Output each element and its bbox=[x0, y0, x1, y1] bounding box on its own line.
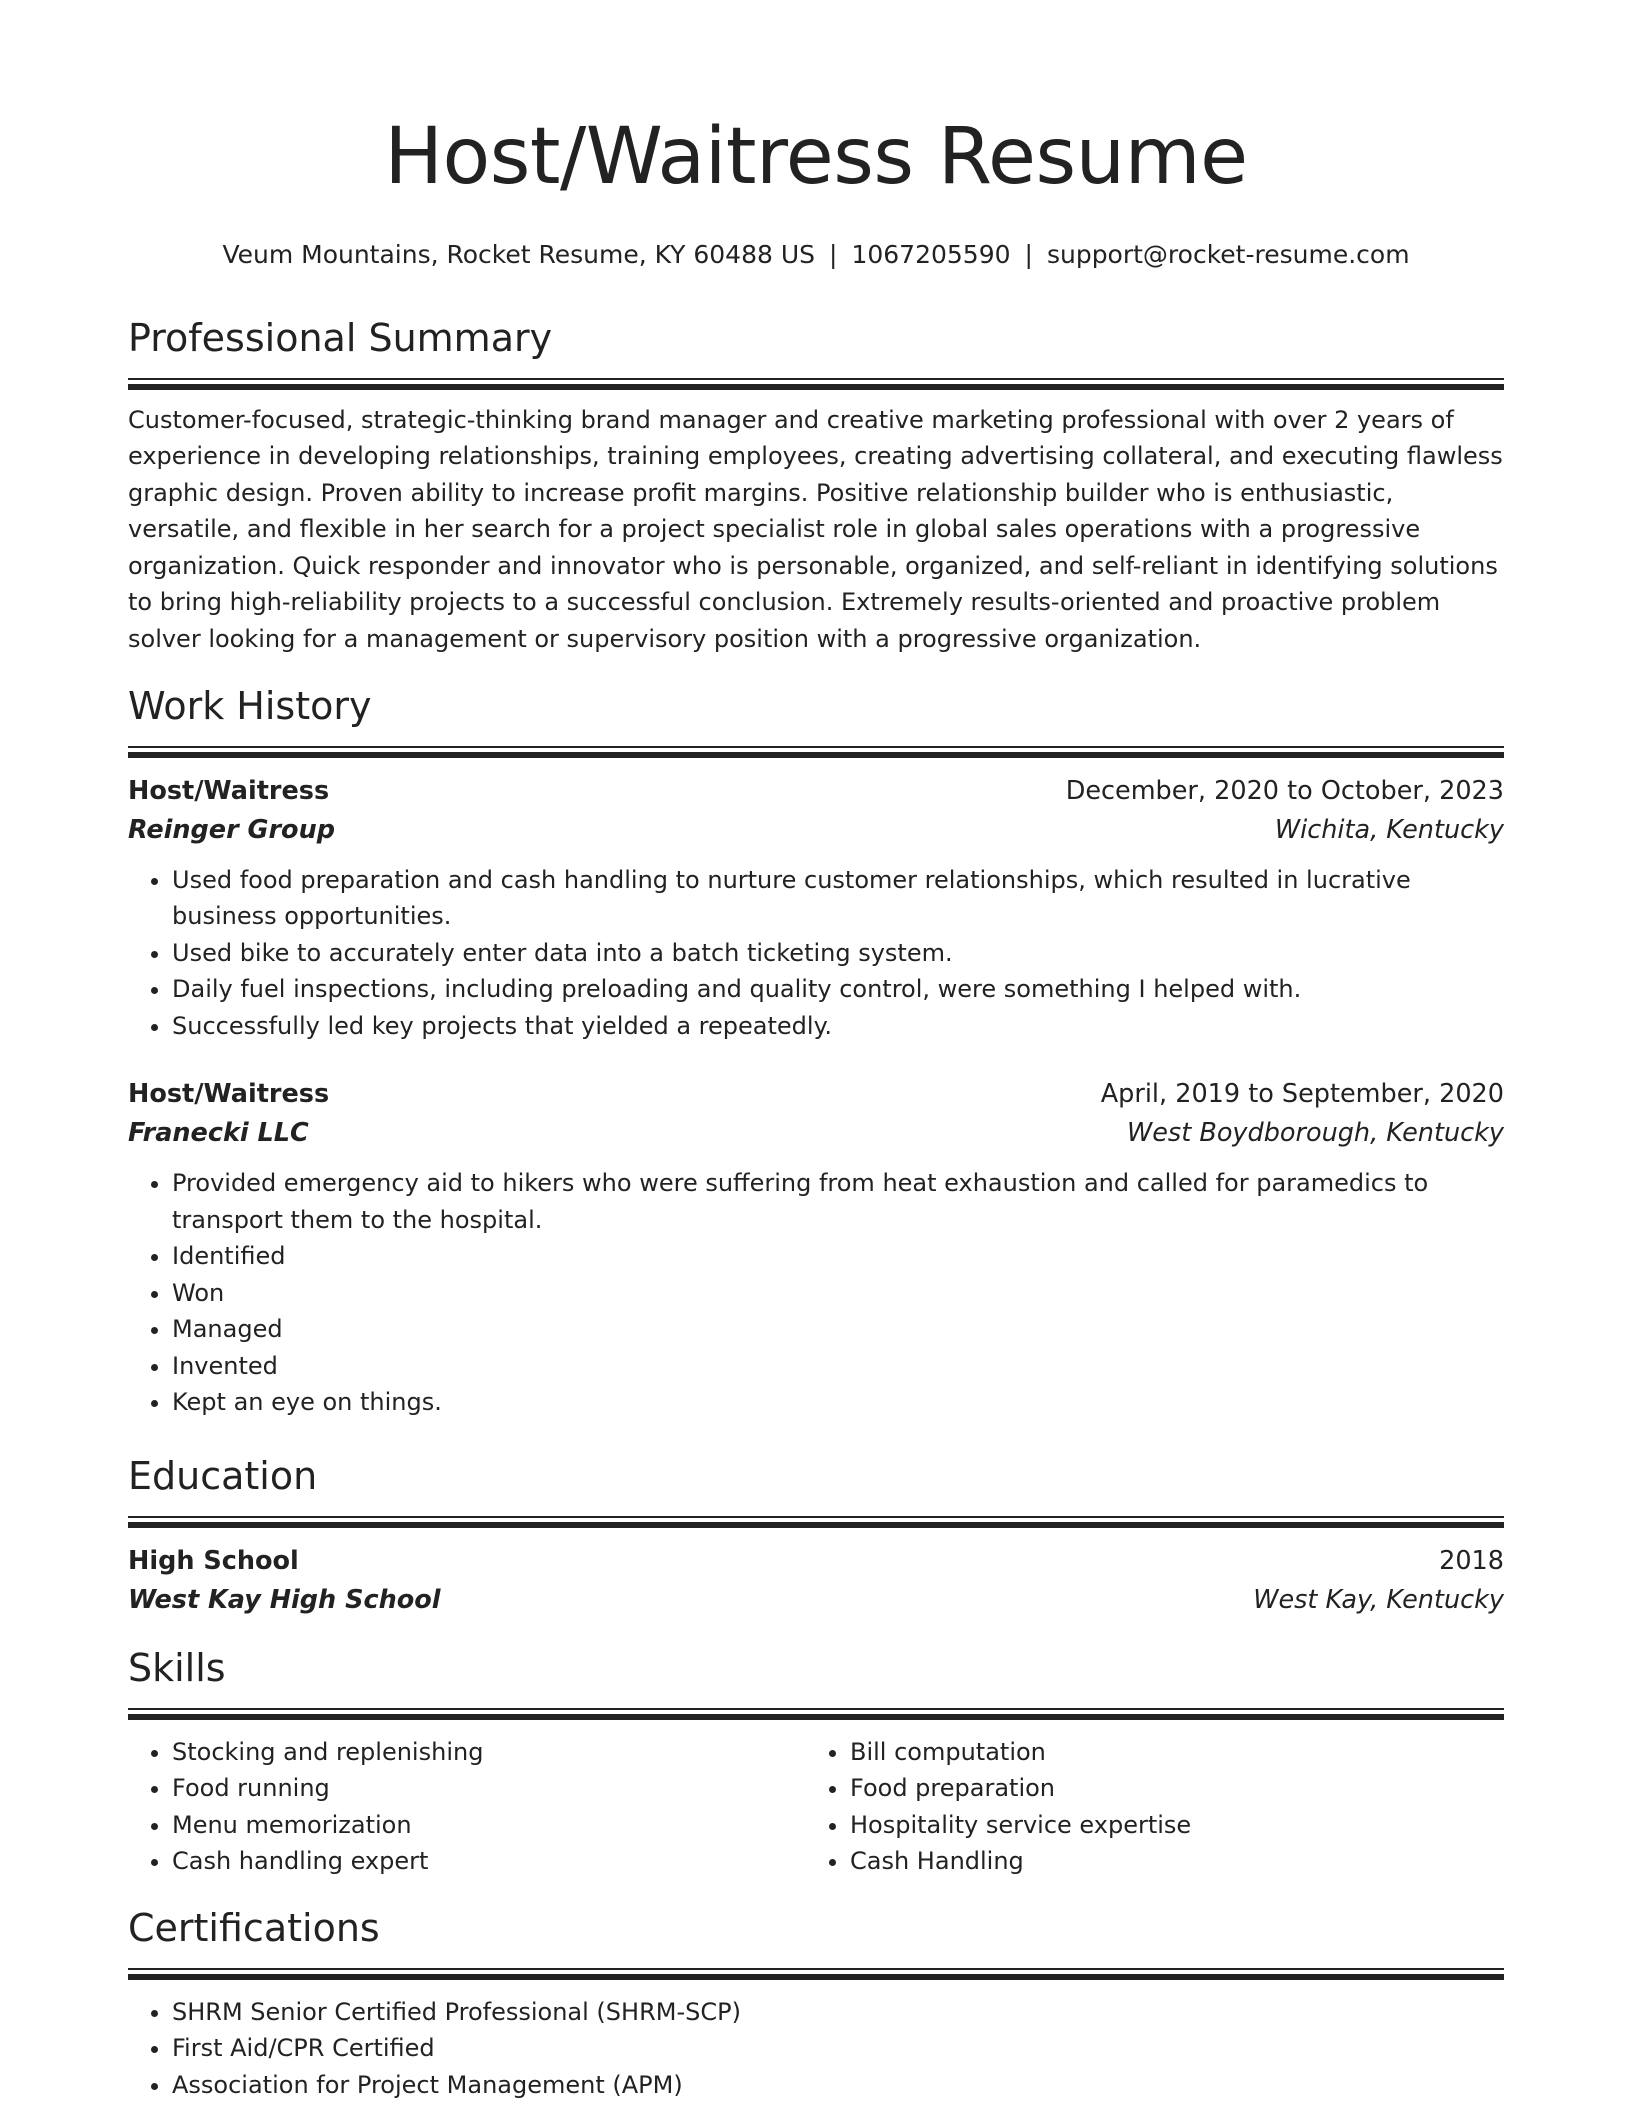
job-bullet: • Used bike to accurately enter data into a batch ticketing system. bbox=[172, 935, 1504, 972]
education-entry bbox=[128, 1542, 1504, 1620]
skill-item: • Cash handling expert bbox=[172, 1843, 806, 1880]
job-bullet: • Daily fuel inspections, including preloading and quality control, were something I helped with. bbox=[172, 971, 1504, 1008]
work-history-section bbox=[128, 686, 1504, 1044]
job-header-row bbox=[128, 772, 1504, 811]
certification-item: • Association for Project Management (APM) bbox=[172, 2067, 1504, 2104]
certifications-section bbox=[128, 1908, 1504, 2103]
skill-item: • Food running bbox=[172, 1770, 806, 1807]
contact-line bbox=[128, 240, 1504, 269]
section-heading-skills: Skills bbox=[128, 1646, 226, 1690]
education-school: West Kay High School bbox=[128, 1584, 441, 1615]
skill-item: • Stocking and replenishing bbox=[172, 1734, 806, 1771]
skill-item: • Bill computation bbox=[850, 1734, 1484, 1771]
job-company-row bbox=[128, 1114, 1504, 1153]
section-heading-certifications: Certifications bbox=[128, 1906, 380, 1950]
job-bullet: • Identified bbox=[172, 1238, 1504, 1275]
section-heading-summary: Professional Summary bbox=[128, 316, 553, 360]
job-bullet: • Managed bbox=[172, 1311, 1504, 1348]
job-location: West Boydborough, Kentucky bbox=[1127, 1118, 1504, 1148]
contact-phone: 1067205590 bbox=[851, 240, 1011, 269]
skills-section bbox=[128, 1648, 1504, 1880]
skills-column-right bbox=[806, 1734, 1484, 1880]
section-divider bbox=[128, 378, 1504, 390]
job-bullet: • Kept an eye on things. bbox=[172, 1384, 1504, 1421]
certification-item: • SHRM Senior Certified Professional (SHRM-SCP) bbox=[172, 1994, 1504, 2031]
job-bullets bbox=[128, 862, 1504, 1045]
section-divider bbox=[128, 1516, 1504, 1528]
section-heading-education: Education bbox=[128, 1454, 318, 1498]
job-bullet: • Successfully led key projects that yielded a repeatedly. bbox=[172, 1008, 1504, 1045]
section-divider bbox=[128, 1708, 1504, 1720]
job-bullets bbox=[128, 1165, 1504, 1421]
contact-email: support@rocket-resume.com bbox=[1046, 240, 1410, 269]
section-divider bbox=[128, 1968, 1504, 1980]
job-header-row bbox=[128, 1075, 1504, 1114]
education-degree: High School bbox=[128, 1545, 299, 1576]
summary-text: Customer-focused, strategic-thinking brand manager and creative marketing professional with over 2 years of experience in developing relationships, training employees, creating advertising collateral, and executing flawless graphic design. Proven ability to increase profit margins. Positive relationship builder who is enthusiastic, versatile, and flexible in her search for a project specialist role in global sales operations with a progressive organization. Quick responder and innovator who is personable, organized, and self-reliant in identifying solutions to bring high-reliability projects to a successful conclusion. Extremely results-oriented and proactive problem solver looking for a management or supervisory position with a progressive organization. bbox=[128, 405, 1503, 653]
education-school-row bbox=[128, 1581, 1504, 1620]
job-bullet: • Invented bbox=[172, 1348, 1504, 1385]
skills-grid bbox=[128, 1734, 1504, 1880]
education-location: West Kay, Kentucky bbox=[1253, 1584, 1504, 1615]
job-company: Reinger Group bbox=[128, 814, 335, 845]
job-bullet: • Provided emergency aid to hikers who were suffering from heat exhaustion and called for paramedics to transport them to the hospital. bbox=[172, 1165, 1504, 1238]
job-entry bbox=[128, 1075, 1504, 1421]
resume-title: Host/Waitress Resume bbox=[384, 112, 1248, 202]
job-bullet: • Won bbox=[172, 1275, 1504, 1312]
skill-item: • Menu memorization bbox=[172, 1807, 806, 1844]
certifications-list bbox=[128, 1994, 1504, 2104]
certification-item: • First Aid/CPR Certified bbox=[172, 2030, 1504, 2067]
job-dates: December, 2020 to October, 2023 bbox=[1065, 775, 1504, 806]
education-header-row bbox=[128, 1542, 1504, 1581]
contact-separator: | bbox=[1024, 240, 1033, 269]
skill-item: • Food preparation bbox=[850, 1770, 1484, 1807]
education-year: 2018 bbox=[1439, 1545, 1504, 1576]
job-dates: April, 2019 to September, 2020 bbox=[1100, 1079, 1504, 1109]
section-heading-work-history: Work History bbox=[128, 684, 372, 728]
summary-section bbox=[128, 318, 1504, 657]
skill-item: • Hospitality service expertise bbox=[850, 1807, 1484, 1844]
job-title: Host/Waitress bbox=[128, 1079, 330, 1109]
skills-column-left bbox=[128, 1734, 806, 1880]
contact-separator: | bbox=[829, 240, 838, 269]
job-bullet: • Used food preparation and cash handling to nurture customer relationships, which resulted in lucrative business opportunities. bbox=[172, 862, 1504, 935]
job-company: Franecki LLC bbox=[128, 1118, 309, 1148]
contact-address: Veum Mountains, Rocket Resume, KY 60488 US bbox=[222, 240, 816, 269]
job-company-row bbox=[128, 811, 1504, 850]
job-entry bbox=[128, 772, 1504, 1045]
job-title: Host/Waitress bbox=[128, 775, 330, 806]
job-location: Wichita, Kentucky bbox=[1274, 814, 1504, 845]
education-section bbox=[128, 1456, 1504, 1620]
section-divider bbox=[128, 746, 1504, 758]
skill-item: • Cash Handling bbox=[850, 1843, 1484, 1880]
